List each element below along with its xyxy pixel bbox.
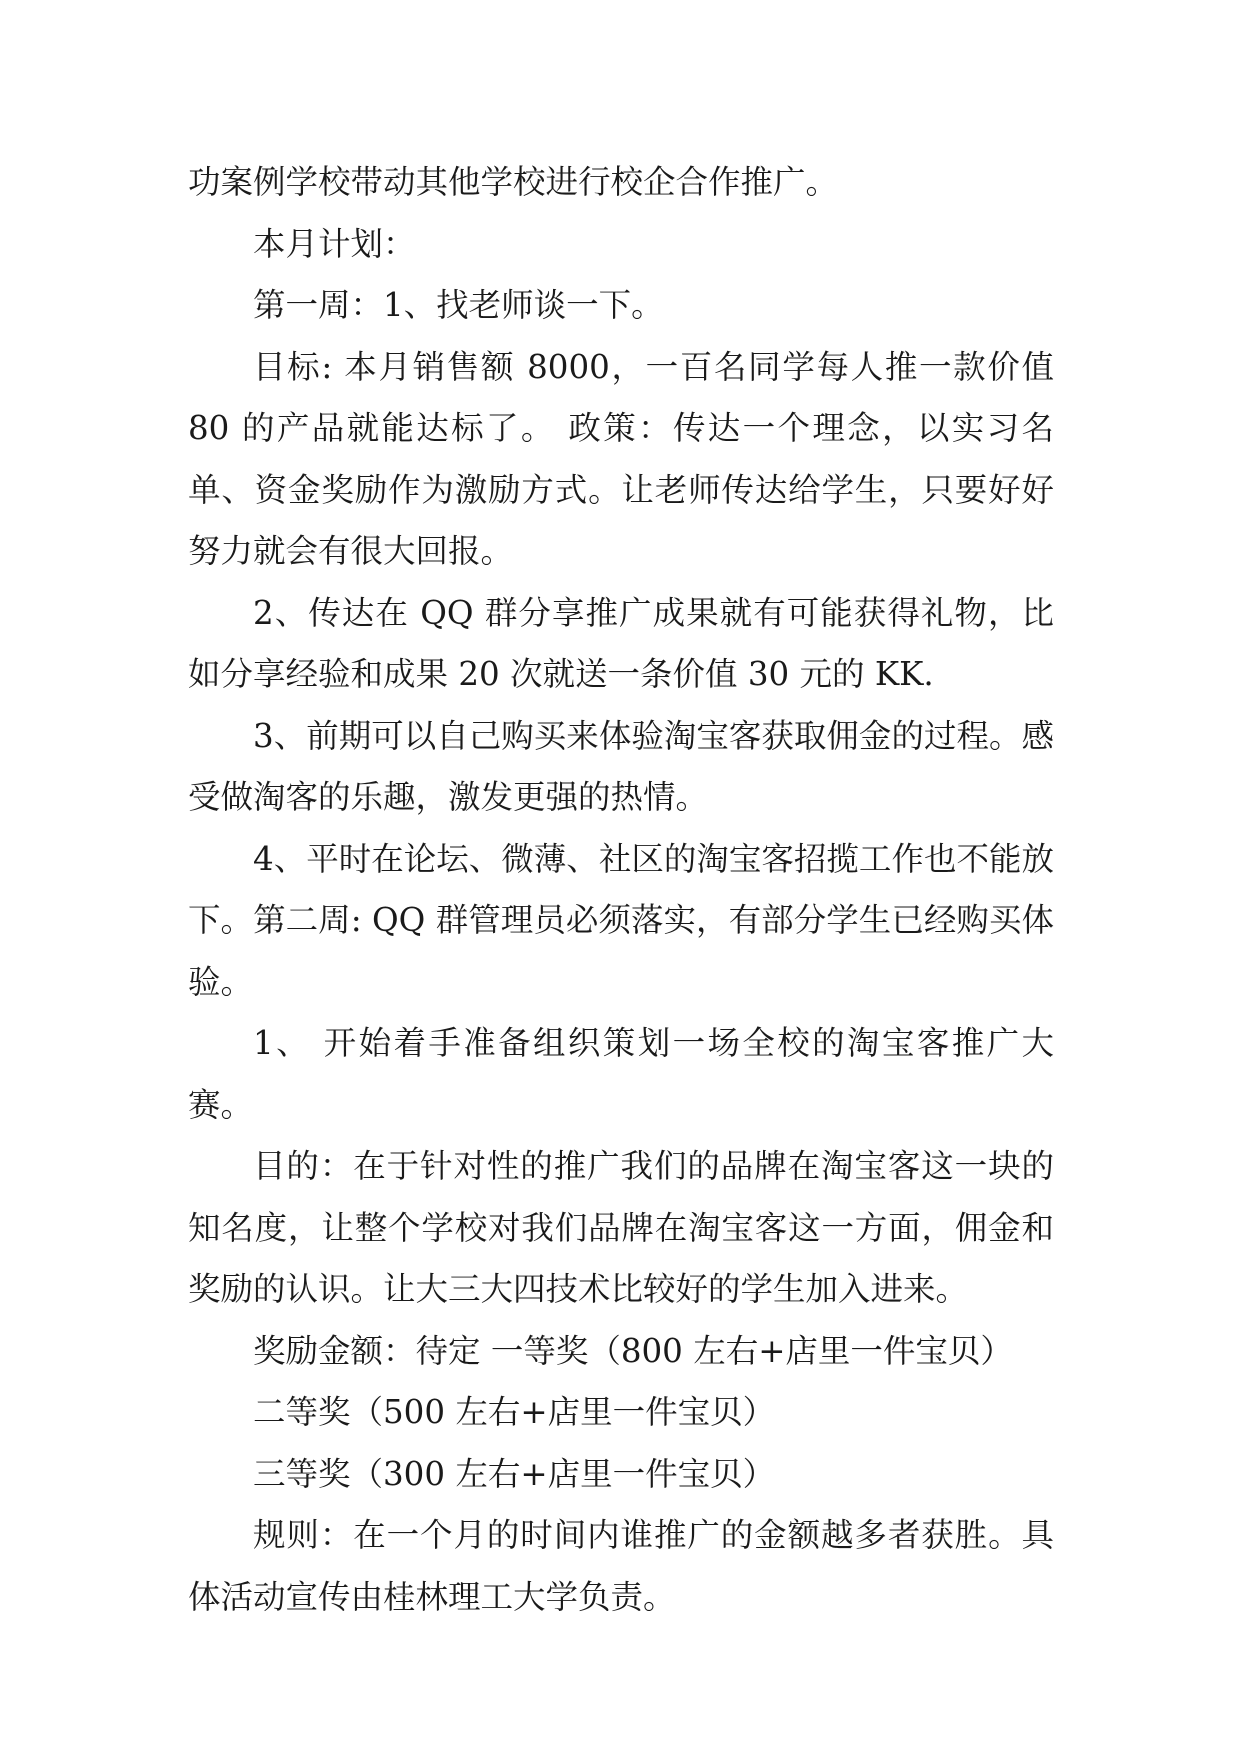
paragraph-prize-first: 奖励金额：待定 一等奖（800 左右+店里一件宝贝） (253, 1331, 1013, 1370)
paragraph-rules: 规则：在一个月的时间内谁推广的金额越多者获胜。具体活动宣传由桂林理工大学负责。 (188, 1516, 1054, 1616)
paragraph-monthly-plan-heading: 本月计划： (253, 224, 416, 263)
document-body (188, 152, 1054, 1628)
paragraph-contest-preparation: 1、 开始着手准备组织策划一场全校的淘宝客推广大赛。 (188, 1024, 1054, 1124)
paragraph-prize-second: 二等奖（500 左右+店里一件宝贝） (253, 1393, 776, 1431)
paragraph-goal-policy: 目标: 本月销售额 8000，一百名同学每人推一款价值 80 的产品就能达标了。 政策：传达一个理念，以实习名单、资金奖励作为激励方式。让老师传达给学生，只要好好努力就会有很大回报。 (188, 347, 1054, 570)
paragraph-case-promotion: 功案例学校带动其他学校进行校企合作推广。 (188, 163, 839, 201)
paragraph-purpose: 目的：在于针对性的推广我们的品牌在淘宝客这一块的知名度，让整个学校对我们品牌在淘宝客这一方面，佣金和奖励的认识。让大三大四技术比较好的学生加入进来。 (188, 1147, 1054, 1308)
paragraph-week-one: 第一周：1、找老师谈一下。 (253, 286, 664, 324)
paragraph-item-4-forums-week-two: 4、平时在论坛、微薄、社区的淘宝客招揽工作也不能放下。第二周: QQ 群管理员必须落实，有部分学生已经购买体验。 (188, 839, 1054, 1001)
paragraph-item-2-qq-sharing: 2、传达在 QQ 群分享推广成果就有可能获得礼物，比如分享经验和成果 20 次就送一条价值 30 元的 KK. (188, 593, 1054, 693)
paragraph-item-3-self-purchase: 3、前期可以自己购买来体验淘宝客获取佣金的过程。感受做淘客的乐趣，激发更强的热情。 (188, 716, 1054, 816)
paragraph-prize-third: 三等奖（300 左右+店里一件宝贝） (253, 1454, 776, 1493)
